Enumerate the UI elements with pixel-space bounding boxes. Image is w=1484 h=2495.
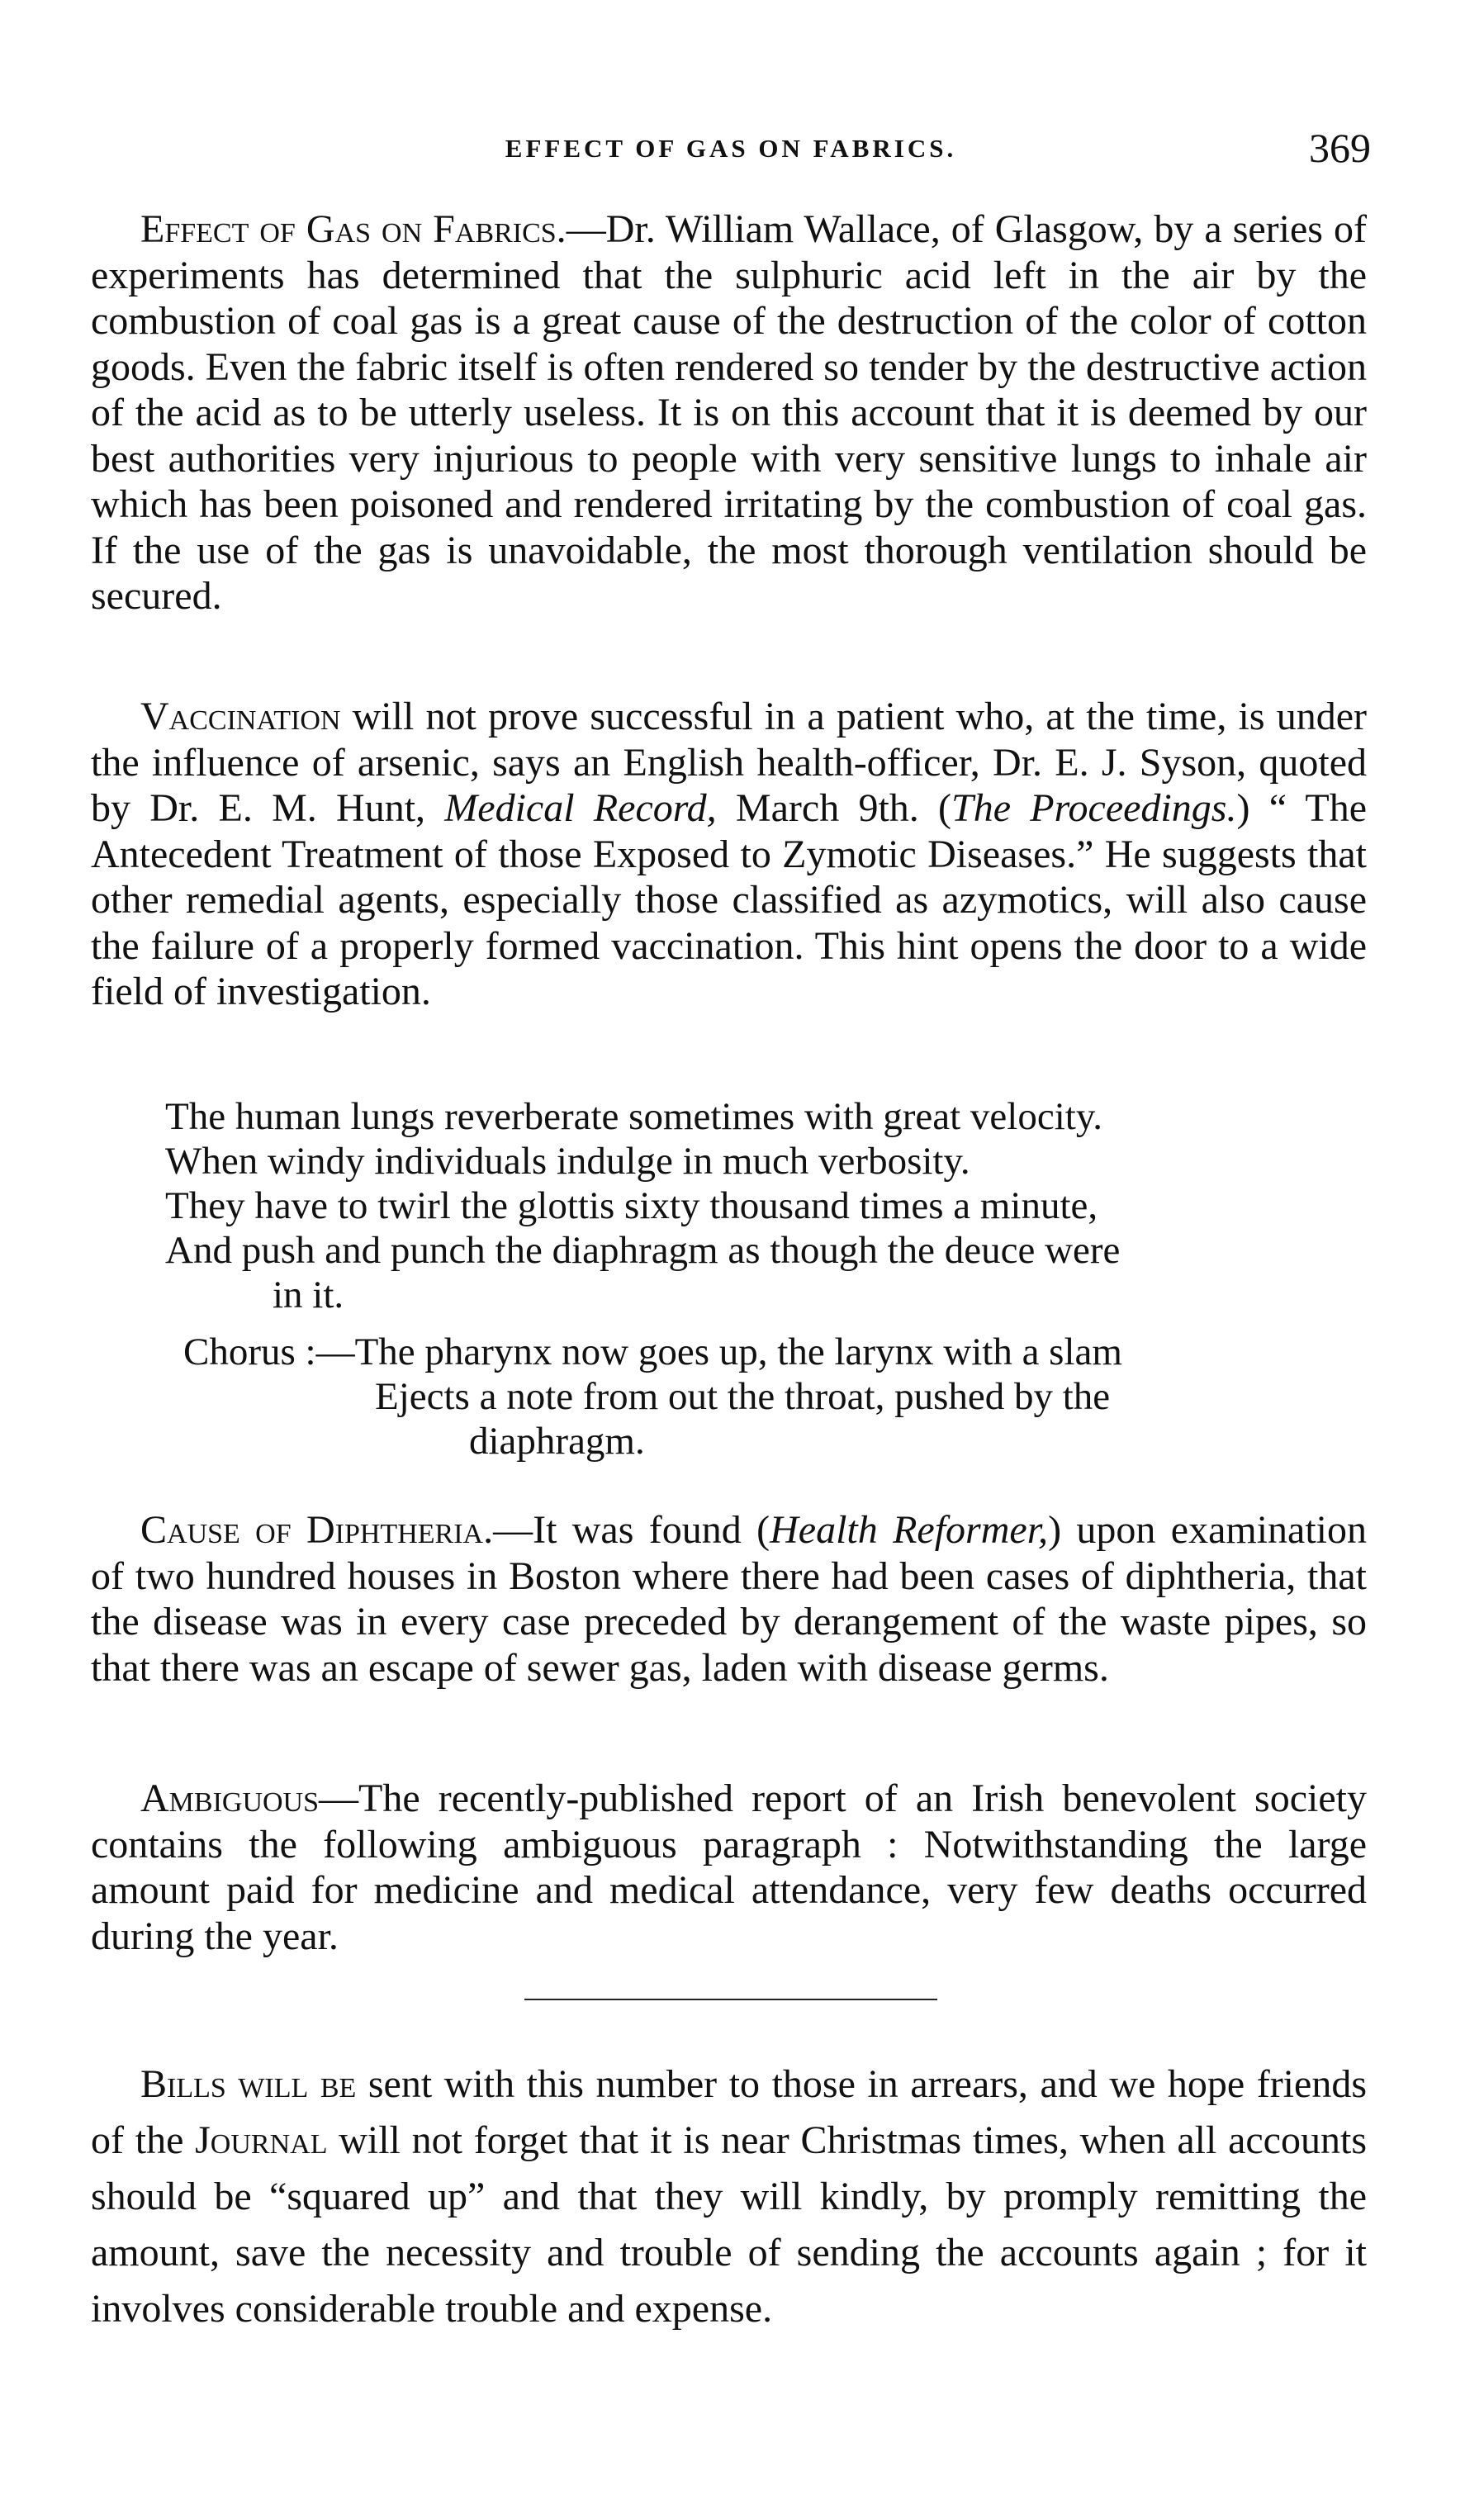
paragraph-diphtheria [91, 1507, 1367, 1691]
paragraph-ambiguous [91, 1776, 1367, 1959]
paragraph-lead: Effect of Gas on Fabrics. [140, 207, 567, 251]
verse-line: They have to twirl the glottis sixty thousand times a minute, [165, 1184, 1098, 1227]
paragraph-bills [91, 2056, 1367, 2337]
paragraph-lead: Ambiguous [140, 1776, 320, 1820]
running-head [91, 124, 1371, 173]
paragraph-gas-on-fabrics [91, 206, 1367, 619]
verse-line: When windy individuals indulge in much verbosity. [165, 1140, 970, 1183]
paragraph-vaccination [91, 694, 1367, 1015]
chorus-line: diaphragm. [469, 1420, 645, 1463]
verse-line: The human lungs reverberate sometimes with great velocity. [165, 1095, 1103, 1138]
paragraph-text: March 9th. ( [716, 786, 952, 830]
paragraph-lead: Cause of Diphtheria. [140, 1508, 494, 1552]
paragraph-text: —Dr. William Wallace, of Glasgow, by a series of experiments has determined that the sulphuric acid left in the air by the combustion of coal gas is a great cause of the destruction of the color of cotton goods. Even the fabric itself is often rendered so tender by the destructive action of the acid as to be utterly useless. It is on this account that it is deemed by our best authorities very injurious to people with very sensitive lungs to inhale air which has been poisoned and rendered irritating by the combustion of coal gas. If the use of the gas is unavoidable, the most thorough ventilation should be secured. [91, 207, 1367, 618]
chorus-line: Chorus :—The pharynx now goes up, the larynx with a slam [183, 1331, 1122, 1373]
paragraph-lead: Bills will be [140, 2062, 357, 2106]
verse-continuation: in it. [273, 1274, 344, 1316]
paragraph-lead: Vaccination [140, 695, 341, 738]
journal-name: Journal [195, 2118, 328, 2162]
paragraph-text: —The recently-published report of an Irish benevolent society contains the following ambiguous paragraph : Notwithstanding the large amount paid for medicine and medical attendance, very few deaths occurred during the year. [91, 1776, 1367, 1958]
paragraph-text: ) “ The Antecedent Treatment of those Exposed to Zymotic Diseases.” He suggests that other remedial agents, especially those classified as azymotics, will also cause the failure of a properly formed vaccination. This hint opens the door to a wide field of investigation. [91, 786, 1368, 1013]
section-divider [524, 1999, 937, 2000]
paragraph-text: —It was found ( [493, 1508, 770, 1552]
page-number: 369 [1309, 125, 1371, 171]
chorus [183, 1330, 1373, 1463]
chorus-line: Ejects a note from out the throat, pushed by the [375, 1375, 1111, 1418]
paragraph-text: sent with this number to those in arrears, and we hope friends of the [91, 2062, 1367, 2162]
paragraph-text: will not forget that it is near Christmas times, when all accounts should be “squared up” and that they will kindly, by promply remitting the amount, save the necessity and trouble of sending the accounts again ; for it involves considerable trouble and expense. [91, 2118, 1368, 2331]
journal-title: The Proceedings. [951, 786, 1237, 830]
verse-line: And push and punch the diaphragm as though the deuce were [165, 1229, 1121, 1272]
journal-title: Medical Record, [444, 786, 717, 830]
paragraph-text: will not prove successful in a patient who, at the time, is under the influence of arsenic, says an English health-officer, Dr. E. J. Syson, quoted by Dr. E. M. Hunt, [91, 695, 1367, 830]
running-title: EFFECT OF GAS ON FABRICS. [505, 134, 957, 163]
journal-title: Health Reformer, [770, 1508, 1049, 1552]
paragraph-text: ) upon examination of two hundred houses in Boston where there had been cases of diphtheria, that the disease was in every case preceded by derangement of the waste pipes, so that there was an escape of sewer gas, laden with disease germs. [91, 1508, 1368, 1690]
verse [165, 1094, 1371, 1317]
